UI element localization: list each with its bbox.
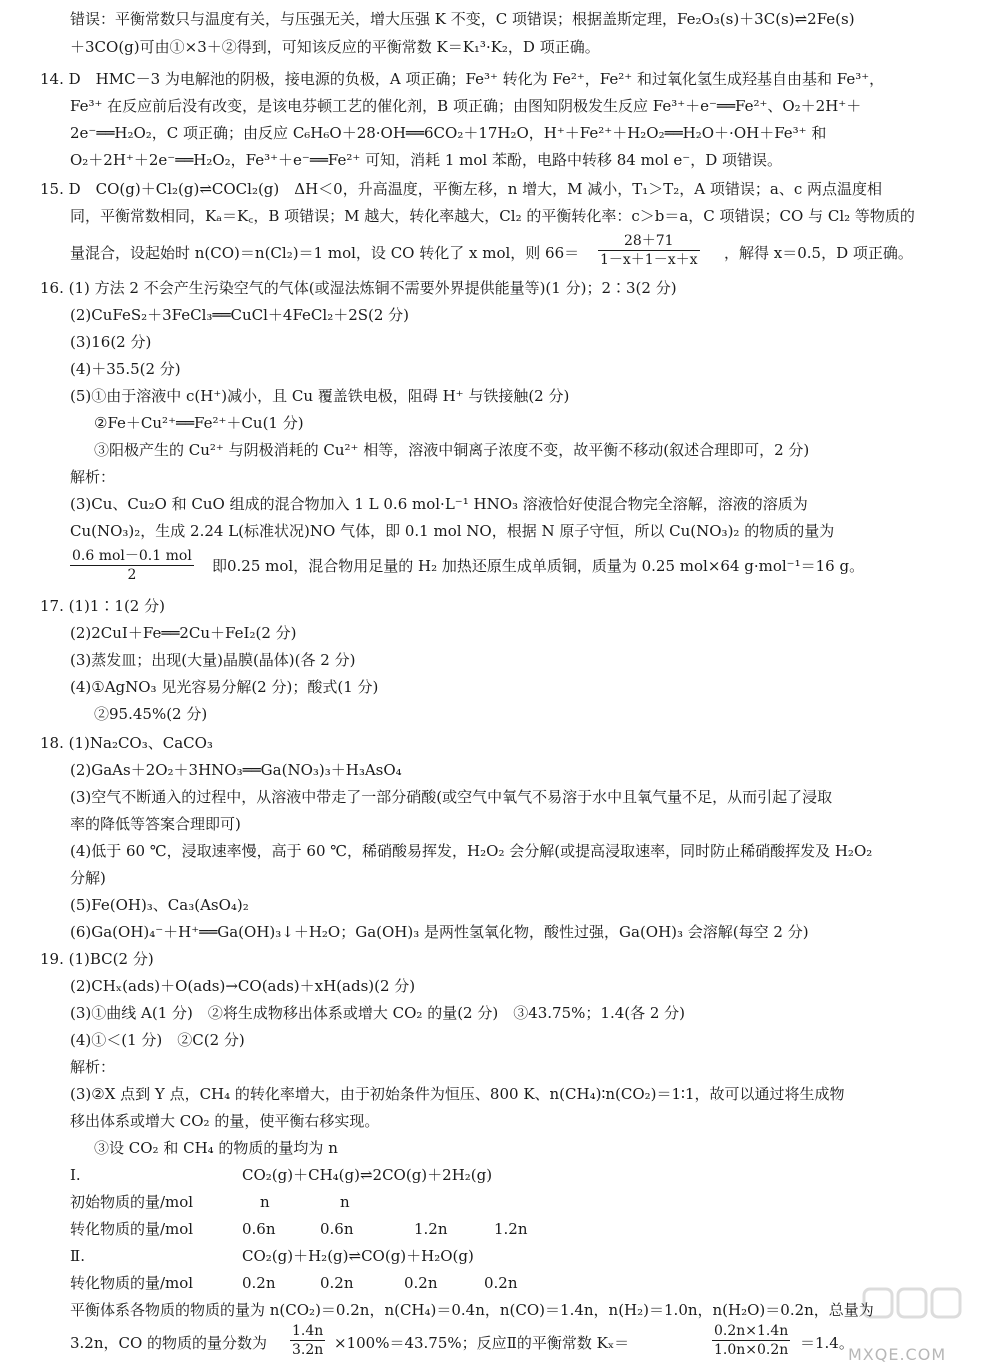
- text-line: (3)②X 点到 Y 点，CH₄ 的转化率增大，由于初始条件为恒压、800 K、n(CH₄)∶n(CO₂)＝1∶1，故可以通过将生成物: [70, 1085, 845, 1103]
- fraction: [70, 547, 194, 584]
- table-cell: 0.2n: [242, 1274, 276, 1292]
- text-line: 平衡体系各物质的物质的量为 n(CO₂)＝0.2n，n(CH₄)＝0.4n，n(CO)＝1.4n，n(H₂)＝1.0n，n(H₂O)＝0.2n，总量为: [70, 1301, 874, 1319]
- text-line: ×100%＝43.75%；反应Ⅱ的平衡常数 Kₓ＝: [334, 1334, 630, 1352]
- text-line: 率的降低等答案合理即可): [70, 815, 241, 833]
- analysis-label: 解析：: [70, 468, 116, 486]
- text-line: (5)①由于溶液中 c(H⁺)减小，且 Cu 覆盖铁电极，阻碍 H⁺ 与铁接触(2 分): [70, 387, 570, 405]
- text-line: (2)CuFeS₂＋3FeCl₃══CuCl＋4FeCl₂＋2S(2 分): [70, 306, 410, 324]
- answer-16-line: 16. (1) 方法 2 不会产生污染空气的气体(或湿法炼铜不需要外界提供能量等)(1 分)；2∶3(2 分): [40, 279, 677, 297]
- text-line: (3)16(2 分): [70, 333, 152, 351]
- text-line: 分解): [70, 869, 106, 887]
- text-line: 错误：平衡常数只与温度有关，与压强无关，增大压强 K 不变，C 项错误；根据盖斯定理，Fe₂O₃(s)＋3C(s)⇌2Fe(s): [70, 10, 855, 28]
- fraction-numerator: 28＋71: [598, 232, 700, 251]
- text-line: ＋3CO(g)可由①×3＋②得到，可知该反应的平衡常数 K＝K₁³·K₂，D 项正确。: [70, 38, 600, 56]
- text-line: 量混合，设起始时 n(CO)＝n(Cl₂)＝1 mol，设 CO 转化了 x mol，则 66＝: [70, 244, 580, 262]
- reaction-equation: CO₂(g)＋H₂(g)⇌CO(g)＋H₂O(g): [242, 1247, 474, 1265]
- text-line: ②95.45%(2 分): [94, 705, 208, 723]
- text-line: 2e⁻══H₂O₂，C 项正确；由反应 C₆H₆O＋28·OH══6CO₂＋17H₂O，H⁺＋Fe²⁺＋H₂O₂══H₂O＋·OH＋Fe³⁺ 和: [70, 124, 827, 142]
- text-line: ，解得 x＝0.5，D 项正确。: [724, 244, 913, 262]
- text-line: (3)①曲线 A(1 分) ②将生成物移出体系或增大 CO₂ 的量(2 分) ③43.75%；1.4(各 2 分): [70, 1004, 686, 1022]
- fraction-numerator: 0.2n×1.4n: [714, 1323, 789, 1339]
- text-line: ＝1.4。: [800, 1334, 854, 1352]
- reaction-equation: CO₂(g)＋CH₄(g)⇌2CO(g)＋2H₂(g): [242, 1166, 493, 1184]
- table-cell: n: [260, 1193, 270, 1211]
- answer-17-line: 17. (1)1∶1(2 分): [40, 597, 165, 615]
- watermark-badge-icon: [860, 1283, 980, 1343]
- fraction-denominator: 1.0n×0.2n: [714, 1342, 789, 1358]
- table-cell: n: [340, 1193, 350, 1211]
- fraction-numerator: 1.4n: [292, 1323, 324, 1339]
- text-line: (2)GaAs＋2O₂＋3HNO₃══Ga(NO₃)₃＋H₃AsO₄: [70, 761, 402, 779]
- text-line: (3)空气不断通入的过程中，从溶液中带走了一部分硝酸(或空气中氧气不易溶于水中且氧气量不足，从而引起了浸取: [70, 788, 833, 806]
- watermark-text: MXQE.COM: [848, 1345, 947, 1364]
- watermark-logo: [860, 1283, 980, 1343]
- table-cell: 0.2n: [320, 1274, 354, 1292]
- table-cell: 0.6n: [320, 1220, 354, 1238]
- answer-19-line: 19. (1)BC(2 分): [40, 950, 154, 968]
- row-label: 转化物质的量/mol: [70, 1274, 194, 1292]
- text-line: Fe³⁺ 在反应前后没有改变，是该电芬顿工艺的催化剂，B 项正确；由图知阴极发生反应 Fe³⁺＋e⁻══Fe²⁺、O₂＋2H⁺＋: [70, 97, 862, 115]
- table-cell: 1.2n: [414, 1220, 448, 1238]
- answer-14-line: 14. D HMC－3 为电解池的阴极，接电源的负极，A 项正确；Fe³⁺ 转化为 Fe²⁺，Fe²⁺ 和过氧化氢生成羟基自由基和 Fe³⁺，: [40, 70, 885, 88]
- row-label: 初始物质的量/mol: [70, 1193, 194, 1211]
- table-cell: 0.6n: [242, 1220, 276, 1238]
- text-line: (3)Cu、Cu₂O 和 CuO 组成的混合物加入 1 L 0.6 mol·L⁻¹ HNO₃ 溶液恰好使混合物完全溶解，溶液的溶质为: [70, 495, 808, 513]
- fraction-denominator: 1－x＋1－x＋x: [600, 252, 698, 268]
- text-line: 3.2n，CO 的物质的量分数为: [70, 1334, 268, 1352]
- text-line: (3)蒸发皿；出现(大量)晶膜(晶体)(各 2 分): [70, 651, 356, 669]
- text-line: (4)①AgNO₃ 见光容易分解(2 分)；酸式(1 分): [70, 678, 379, 696]
- answer-15-line: 15. D CO(g)＋Cl₂(g)⇌COCl₂(g) ΔH＜0，升高温度，平衡左移，n 增大，M 减小，T₁＞T₂，A 项错误；a、c 两点温度相: [40, 180, 883, 198]
- text-line: (4)低于 60 ℃，浸取速率慢，高于 60 ℃，稀硝酸易挥发，H₂O₂ 会分解(或提高浸取速率，同时防止稀硝酸挥发及 H₂O₂: [70, 842, 873, 860]
- fraction: [598, 232, 700, 269]
- fraction-numerator: 0.6 mol－0.1 mol: [72, 548, 192, 564]
- text-line: (5)Fe(OH)₃、Ca₃(AsO₄)₂: [70, 896, 249, 914]
- table-cell: 0.2n: [404, 1274, 438, 1292]
- text-line: (2)2CuI＋Fe══2Cu＋FeI₂(2 分): [70, 624, 297, 642]
- text-line: 同，平衡常数相同，Kₐ＝K꜀，B 项错误；M 越大，转化率越大，Cl₂ 的平衡转化率：c＞b＝a，C 项错误；CO 与 Cl₂ 等物质的: [70, 207, 915, 225]
- analysis-label: 解析：: [70, 1058, 116, 1076]
- text-line: (6)Ga(OH)₄⁻＋H⁺══Ga(OH)₃↓＋H₂O；Ga(OH)₃ 是两性氢氧化物，酸性过强，Ga(OH)₃ 会溶解(每空 2 分): [70, 923, 809, 941]
- text-line: Cu(NO₃)₂，生成 2.24 L(标准状况)NO 气体，即 0.1 mol NO，根据 N 原子守恒，所以 Cu(NO₃)₂ 的物质的量为: [70, 522, 835, 540]
- fraction-denominator: 2: [127, 567, 137, 583]
- row-label: 转化物质的量/mol: [70, 1220, 194, 1238]
- text-line: (2)CHₓ(ads)＋O(ads)→CO(ads)＋xH(ads)(2 分): [70, 977, 416, 995]
- text-line: ②Fe＋Cu²⁺══Fe²⁺＋Cu(1 分): [94, 414, 304, 432]
- answer-18-line: 18. (1)Na₂CO₃、CaCO₃: [40, 734, 213, 752]
- text-line: ③阳极产生的 Cu²⁺ 与阴极消耗的 Cu²⁺ 相等，溶液中铜离子浓度不变，故平衡不移动(叙述合理即可，2 分): [94, 441, 810, 459]
- text-line: 移出体系或增大 CO₂ 的量，使平衡右移实现。: [70, 1112, 380, 1130]
- fraction: [290, 1322, 325, 1359]
- text-line: 即0.25 mol，混合物用足量的 H₂ 加热还原生成单质铜，质量为 0.25 mol×64 g·mol⁻¹＝16 g。: [212, 557, 865, 575]
- text-line: O₂＋2H⁺＋2e⁻══H₂O₂，Fe³⁺＋e⁻══Fe²⁺ 可知，消耗 1 mol 苯酚，电路中转移 84 mol e⁻，D 项错误。: [70, 151, 783, 169]
- text-line: (4)＋35.5(2 分): [70, 360, 181, 378]
- table-cell: 1.2n: [494, 1220, 528, 1238]
- fraction-denominator: 3.2n: [292, 1342, 324, 1358]
- table-cell: 0.2n: [484, 1274, 518, 1292]
- reaction-label: Ⅱ.: [70, 1247, 85, 1265]
- reaction-label: Ⅰ.: [70, 1166, 81, 1184]
- fraction: [712, 1322, 790, 1359]
- text-line: ③设 CO₂ 和 CH₄ 的物质的量均为 n: [94, 1139, 338, 1157]
- text-line: (4)①＜(1 分) ②C(2 分): [70, 1031, 245, 1049]
